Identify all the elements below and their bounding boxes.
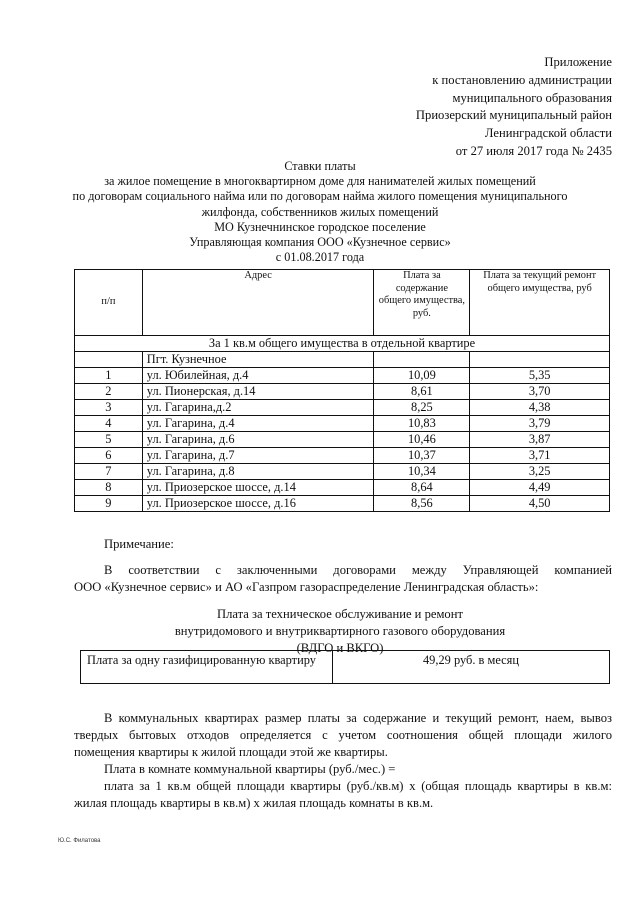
- gas-title-line: (ВДГО и ВКГО): [296, 641, 384, 655]
- title-line: Управляющая компания ООО «Кузнечное сервис»: [189, 235, 451, 250]
- gas-table: [80, 650, 610, 684]
- row-repair: 5,35: [470, 368, 610, 384]
- title-line: по договорам социального найма или по договорам найма жилого помещения муниципального: [72, 189, 568, 204]
- row-maintenance: 10,09: [374, 368, 470, 384]
- table-row: [75, 496, 610, 512]
- appendix-line: Приозерский муниципальный район: [415, 108, 612, 123]
- rates-table: [74, 269, 610, 512]
- gas-row-value: 49,29 руб. в месяц: [332, 651, 609, 684]
- row-num: 1: [75, 368, 143, 384]
- communal-paragraph: [74, 710, 612, 812]
- document-title: [40, 159, 600, 265]
- contract-line: ООО «Кузнечное сервис» и АО «Газпром газораспределение Ленинградская область»:: [74, 580, 539, 594]
- row-maintenance: 8,56: [374, 496, 470, 512]
- table-row: [75, 464, 610, 480]
- header-maintenance: Плата за содержание общего имущества, руб.: [374, 270, 470, 336]
- row-repair: 4,50: [470, 496, 610, 512]
- contract-paragraph: [74, 562, 612, 596]
- table-row: [75, 400, 610, 416]
- row-num: 4: [75, 416, 143, 432]
- appendix-line: от 27 июля 2017 года № 2435: [455, 143, 612, 158]
- row-address: ул. Гагарина, д.7: [142, 448, 374, 464]
- table-row: [75, 448, 610, 464]
- row-repair: 3,70: [470, 384, 610, 400]
- row-repair: 3,71: [470, 448, 610, 464]
- row-address: ул. Гагарина,д.2: [142, 400, 374, 416]
- title-line: Ставки платы: [284, 159, 356, 173]
- title-line: жилфонда, собственников жилых помещений: [201, 204, 439, 219]
- communal-line: В коммунальных квартирах размер платы за содержание и текущий ремонт, наем, вывоз: [104, 711, 612, 725]
- row-repair: 4,49: [470, 480, 610, 496]
- row-address: ул. Приозерское шоссе, д.16: [142, 496, 374, 512]
- row-repair: 3,25: [470, 464, 610, 480]
- row-address: ул. Приозерское шоссе, д.14: [142, 480, 374, 496]
- appendix-line: муниципального образования: [452, 90, 612, 105]
- row-repair: 4,38: [470, 400, 610, 416]
- table-row: [75, 416, 610, 432]
- gas-row-label: Плата за одну газифицированную квартиру: [81, 651, 333, 684]
- row-num: 9: [75, 496, 143, 512]
- contract-line: В соответствии с заключенными договорами между Управляющей компанией: [104, 563, 612, 577]
- table-row: [75, 432, 610, 448]
- gas-title-line: внутридомового и внутриквартирного газового оборудования: [174, 624, 506, 638]
- communal-formula-line: плата за 1 кв.м общей площади квартиры (руб./кв.м) х (общая площадь квартиры в кв.м:: [104, 779, 612, 793]
- appendix-line: к постановлению администрации: [432, 72, 612, 87]
- header-repair: Плата за текущий ремонт общего имущества, руб: [470, 270, 610, 336]
- row-repair: 3,87: [470, 432, 610, 448]
- row-maintenance: 10,37: [374, 448, 470, 464]
- communal-line: помещения квартиры к жилой площади этой же квартиры.: [74, 745, 388, 759]
- note-label: Примечание:: [104, 537, 174, 551]
- row-num: 8: [75, 480, 143, 496]
- rates-body: [75, 368, 610, 512]
- title-line: МО Кузнечнинское городское поселение: [214, 219, 426, 234]
- table-row: [75, 384, 610, 400]
- table-row: [75, 368, 610, 384]
- row-maintenance: 10,83: [374, 416, 470, 432]
- row-num: 7: [75, 464, 143, 480]
- appendix-line: Ленинградской области: [484, 126, 612, 141]
- row-num: 3: [75, 400, 143, 416]
- row-repair: 3,79: [470, 416, 610, 432]
- title-line: за жилое помещение в многоквартирном доме для нанимателей жилых помещений: [104, 174, 536, 189]
- table-row: [75, 480, 610, 496]
- row-maintenance: 10,46: [374, 432, 470, 448]
- row-address: ул. Гагарина, д.8: [142, 464, 374, 480]
- appendix-line: Приложение: [544, 55, 612, 69]
- gas-title-line: Плата за техническое обслуживание и ремонт: [217, 607, 463, 621]
- row-maintenance: 8,61: [374, 384, 470, 400]
- row-address: ул. Гагарина, д.6: [142, 432, 374, 448]
- row-address: ул. Пионерская, д.14: [142, 384, 374, 400]
- communal-formula-intro: Плата в комнате коммунальной квартиры (руб./мес.) =: [104, 762, 396, 776]
- row-address: ул. Юбилейная, д.4: [142, 368, 374, 384]
- appendix-header: [416, 54, 612, 161]
- footer-signature: Ю.С. Филатова: [58, 838, 101, 844]
- row-maintenance: 8,25: [374, 400, 470, 416]
- header-num: п/п: [75, 270, 143, 336]
- section-title: За 1 кв.м общего имущества в отдельной квартире: [75, 336, 610, 352]
- title-line: с 01.08.2017 года: [275, 250, 365, 265]
- locality-label: Пгт. Кузнечное: [142, 352, 374, 368]
- row-num: 2: [75, 384, 143, 400]
- header-address: Адрес: [142, 270, 374, 336]
- row-num: 6: [75, 448, 143, 464]
- row-address: ул. Гагарина, д.4: [142, 416, 374, 432]
- row-num: 5: [75, 432, 143, 448]
- row-maintenance: 8,64: [374, 480, 470, 496]
- communal-formula-line: жилая площадь квартиры в кв.м) х жилая площадь комнаты в кв.м.: [74, 796, 434, 810]
- row-maintenance: 10,34: [374, 464, 470, 480]
- communal-line: твердых бытовых отходов определяется с учетом соотношения общей площади жилого: [74, 728, 612, 742]
